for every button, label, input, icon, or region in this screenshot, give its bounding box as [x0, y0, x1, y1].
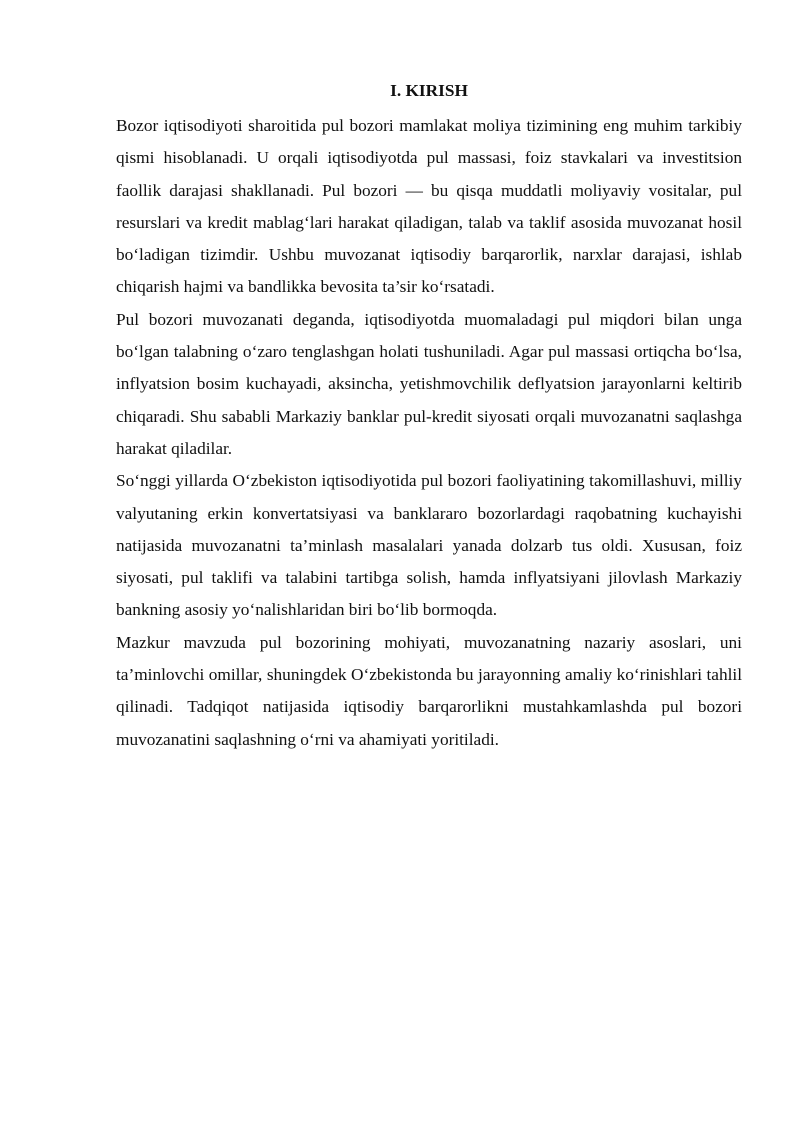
paragraph-2: Pul bozori muvozanati deganda, iqtisodiyotda muomaladagi pul miqdori bilan unga bo‘lgan talabning o‘zaro tenglashgan holati tushuniladi. Agar pul massasi ortiqcha bo‘lsa, inflyatsion bosim kuchayadi, aksincha, yetishmovchilik deflyatsion jarayonlarni keltirib chiqaradi. Shu sababli Markaziy banklar pul-kredit siyosati orqali muvozanatni saqlashga harakat qiladilar.	[116, 309, 742, 458]
paragraph-3: So‘nggi yillarda O‘zbekiston iqtisodiyotida pul bozori faoliyatining takomillashuvi, milliy valyutaning erkin konvertatsiyasi va banklararo bozorlardagi raqobatning kuchayishi natijasida muvozanatni ta’minlash masalalari yanada dolzarb tus oldi. Xususan, foiz siyosati, pul taklifi va talabini tartibga solish, hamda inflyatsiyani jilovlash Markaziy bankning asosiy yo‘nalishlaridan biri bo‘lib bormoqda.	[116, 471, 742, 620]
paragraph-4: Mazkur mavzuda pul bozorining mohiyati, muvozanatning nazariy asoslari, uni ta’minlovchi omillar, shuningdek O‘zbekistonda bu jarayonning amaliy ko‘rinishlari tahlil qilinadi. Tadqiqot natijasida iqtisodiy barqarorlikni mustahkamlashda pul bozori muvozanatini saqlashning o‘rni va ahamiyati yoritiladi.	[116, 632, 742, 749]
paragraph-1: Bozor iqtisodiyoti sharoitida pul bozori mamlakat moliya tizimining eng muhim tarkibiy qismi hisoblanadi. U orqali iqtisodiyotda pul massasi, foiz stavkalari va investitsion faollik darajasi shakllanadi. Pul bozori — bu qisqa muddatli moliyaviy vositalar, pul resurslari va kredit mablag‘lari harakat qiladigan, talab va taklif asosida muvozanat hosil bo‘ladigan tizimdir. Ushbu muvozanat iqtisodiy barqarorlik, narxlar darajasi, ishlab chiqarish hajmi va bandlikka bevosita ta’sir ko‘rsatadi.	[116, 116, 742, 297]
section-heading: I. KIRISH	[390, 81, 468, 100]
document-body	[116, 78, 742, 756]
